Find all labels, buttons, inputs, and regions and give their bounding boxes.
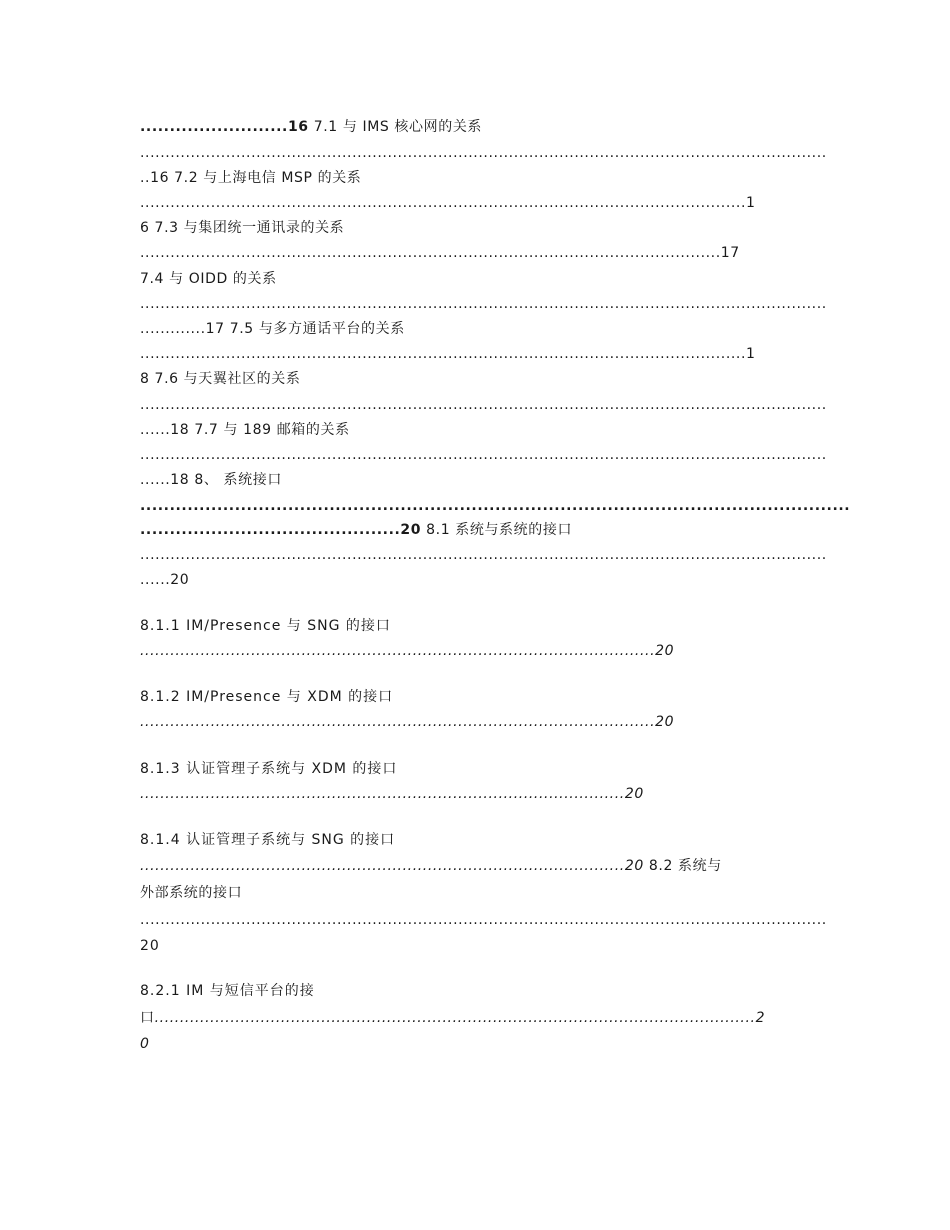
toc-line xyxy=(140,688,393,706)
toc-line xyxy=(140,617,391,635)
toc-entry-text: 7.1 与 IMS 核心网的关系 xyxy=(308,119,483,135)
toc-entry-text: 8.1 系统与系统的接口 xyxy=(421,522,573,538)
toc-line xyxy=(140,320,405,338)
toc-entry-text: 8.1.2 IM/Presence 与 XDM 的接口 xyxy=(140,689,394,705)
toc-entry-text: 20 xyxy=(140,938,160,954)
toc-line xyxy=(140,1035,150,1053)
toc-leader-italic: ................................................................................................20 xyxy=(140,786,644,802)
toc-line xyxy=(140,396,827,414)
toc-leader-italic: ......................................................................................................20 xyxy=(140,643,675,659)
toc-leader-italic: .......................................................................................................................2 xyxy=(154,1010,766,1026)
toc-line xyxy=(140,295,827,313)
toc-line xyxy=(140,884,242,902)
toc-leader-dots: ........................................................................................................................................ xyxy=(140,547,827,563)
toc-line xyxy=(140,1009,765,1027)
toc-entry-text: 8 7.6 与天翼社区的关系 xyxy=(140,371,301,387)
toc-entry-text: 8.2 系统与 xyxy=(643,858,722,874)
toc-line xyxy=(140,911,827,929)
toc-line xyxy=(140,857,722,875)
toc-line xyxy=(140,471,282,489)
toc-line xyxy=(140,831,395,849)
toc-line xyxy=(140,219,344,237)
toc-line xyxy=(140,760,397,778)
toc-line xyxy=(140,118,482,136)
toc-line xyxy=(140,345,756,363)
toc-line xyxy=(140,785,644,803)
toc-entry-text: .............17 7.5 与多方通话平台的关系 xyxy=(140,321,405,337)
toc-line xyxy=(140,642,674,660)
toc-line xyxy=(140,370,300,388)
toc-leader-bold: ........................................................................................................................ xyxy=(140,498,851,514)
toc-entry-text: 8.2.1 IM 与短信平台的接 xyxy=(140,983,315,999)
toc-line xyxy=(140,144,827,162)
toc-leader-dots: ........................................................................................................................1 xyxy=(140,346,756,362)
toc-leader-italic: ......................................................................................................20 xyxy=(140,714,675,730)
toc-entry-text: 8.1.4 认证管理子系统与 SNG 的接口 xyxy=(140,832,396,848)
toc-leader-italic: ................................................................................................20 xyxy=(140,858,644,874)
toc-entry-text: 外部系统的接口 xyxy=(140,885,243,901)
toc-leader-dots: ...................................................................................................................17 xyxy=(140,245,740,261)
toc-line xyxy=(140,244,740,262)
toc-entry-text: ......20 xyxy=(140,572,190,588)
toc-entry-text: ......18 7.7 与 189 邮箱的关系 xyxy=(140,422,350,438)
toc-line xyxy=(140,937,160,955)
toc-entry-text: ......18 8、 系统接口 xyxy=(140,472,282,488)
toc-leader-italic: 0 xyxy=(140,1036,150,1052)
toc-line xyxy=(140,169,361,187)
toc-entry-text: 8.1.1 IM/Presence 与 SNG 的接口 xyxy=(140,618,391,634)
toc-line xyxy=(140,497,850,515)
toc-entry-text: ..16 7.2 与上海电信 MSP 的关系 xyxy=(140,170,362,186)
toc-leader-bold: ............................................20 xyxy=(140,522,422,538)
toc-line xyxy=(140,571,189,589)
toc-line xyxy=(140,521,572,539)
toc-leader-dots: ........................................................................................................................1 xyxy=(140,195,756,211)
toc-leader-dots: ........................................................................................................................................ xyxy=(140,912,827,928)
toc-leader-dots: ........................................................................................................................................ xyxy=(140,145,827,161)
toc-leader-dots: ........................................................................................................................................ xyxy=(140,397,827,413)
toc-line xyxy=(140,194,756,212)
toc-leader-dots: ........................................................................................................................................ xyxy=(140,296,827,312)
toc-leader-dots: ........................................................................................................................................ xyxy=(140,447,827,463)
toc-line xyxy=(140,421,350,439)
toc-leader-bold: .........................16 xyxy=(140,119,309,135)
toc-entry-text: 口 xyxy=(140,1010,155,1026)
toc-line xyxy=(140,446,827,464)
toc-entry-text: 6 7.3 与集团统一通讯录的关系 xyxy=(140,220,345,236)
toc-line xyxy=(140,546,827,564)
toc-line xyxy=(140,270,277,288)
toc-line xyxy=(140,713,674,731)
toc-entry-text: 8.1.3 认证管理子系统与 XDM 的接口 xyxy=(140,761,398,777)
toc-entry-text: 7.4 与 OIDD 的关系 xyxy=(140,271,277,287)
toc-line xyxy=(140,982,315,1000)
